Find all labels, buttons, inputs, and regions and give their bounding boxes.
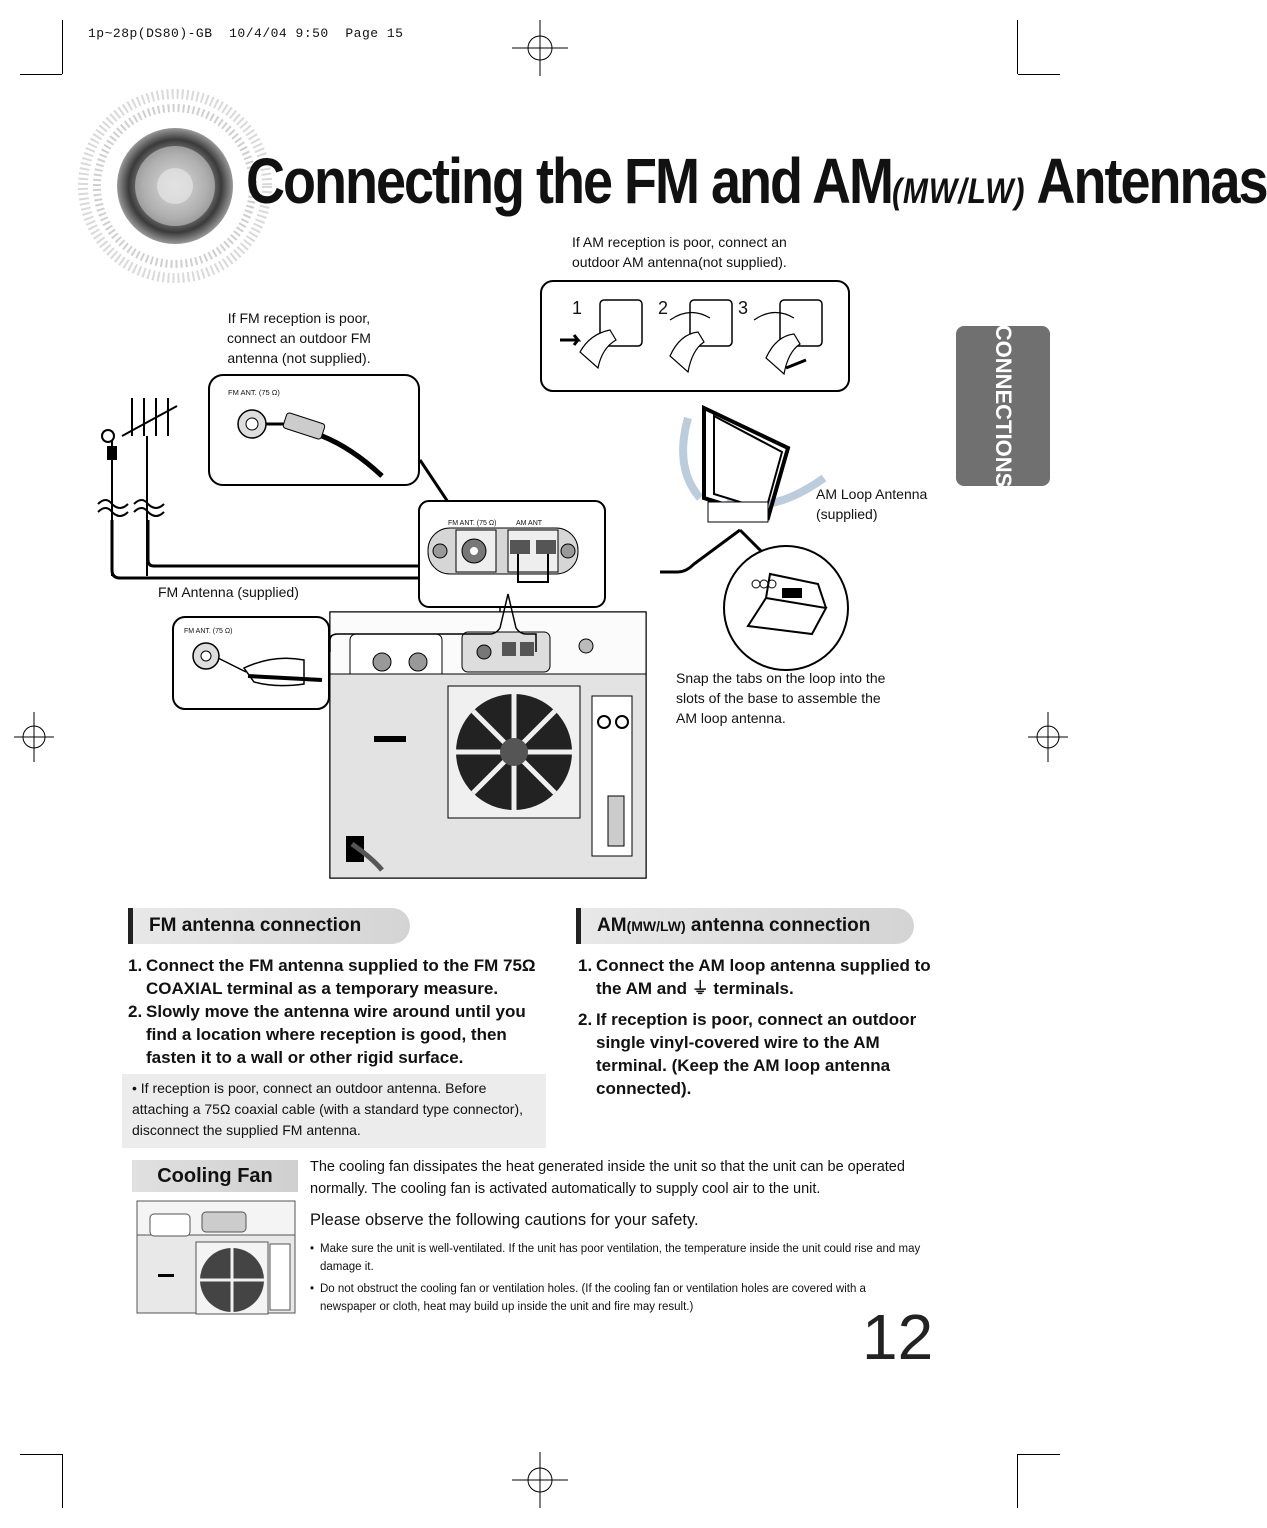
registration-mark-bottom [512,1452,568,1508]
registration-mark-left [14,712,54,762]
section-tab: CONNECTIONS [956,326,1050,486]
crop-mark [62,1454,63,1508]
crop-mark [1018,74,1060,75]
am-outdoor-note: If AM reception is poor, connect an outdoor AM antenna(not supplied). [572,234,787,270]
speaker-graphic [80,86,270,286]
fm-outdoor-note: If FM reception is poor, connect an outdoor FM antenna (not supplied). [227,310,371,366]
am-ant-terminal-label: AM ANT [516,520,543,527]
fm-antenna-supplied-label: FM Antenna (supplied) [158,584,299,600]
zoom-callout [320,590,540,660]
fm-ant-label: FM ANT. (75 Ω) [228,388,280,397]
cooling-fan-heading: Cooling Fan [132,1160,298,1192]
registration-mark-right [1028,712,1068,762]
fm-section-heading: FM antenna connection [128,908,410,944]
fm-step-1: 1. Connect the FM antenna supplied to the FM 75Ω COAXIAL terminal as a temporary measure. [128,956,536,998]
fm-step-2: 2. Slowly move the antenna wire around until you find a location where reception is good, then fasten it to a wall or other rigid surface. [128,1002,526,1067]
print-slug: 1p~28p(DS80)-GB 10/4/04 9:50 Page 15 [88,26,404,41]
crop-mark [20,1454,62,1455]
crop-mark [1018,1454,1060,1455]
am-loop-label: AM Loop Antenna (supplied) [816,486,928,522]
am-step-1: 1. Connect the AM loop antenna supplied to the AM and ⏚ terminals. [578,956,931,998]
step-number: 3 [738,298,749,318]
step-number: 1 [572,298,583,318]
registration-mark-top [512,20,568,76]
caution-bullet-2: • Do not obstruct the cooling fan or ventilation holes. (If the cooling fan or ventilation holes are covered with a newspaper or cloth, heat may build up inside the unit and fire may result.) [310,1283,866,1313]
crop-mark [1017,1454,1018,1508]
am-loop-antenna [668,398,838,538]
crop-mark [1017,20,1018,74]
cooling-fan-thumbnail [136,1200,296,1314]
step-number: 2 [658,298,669,318]
page-number: 12 [862,1301,934,1373]
am-section-heading: AM(MW/LW) antenna connection [576,908,914,944]
loop-assembly-inset [722,544,850,672]
fm-ant-small-label: FM ANT. (75 Ω) [184,628,233,635]
page-title: Connecting the FM and AM(MW/LW) Antennas [246,146,1267,217]
fm-ant-terminal-label: FM ANT. (75 Ω) [448,520,497,527]
cooling-fan-intro: The cooling fan dissipates the heat generated inside the unit so that the unit can be operated normally. The cooling fan is activated automatically to supply cool air to the unit. [310,1159,905,1197]
crop-mark [20,74,62,75]
caution-title: Please observe the following cautions for your safety. [310,1211,699,1229]
snap-tabs-note: Snap the tabs on the loop into the slots of the base to assemble the AM loop antenna. [676,670,886,726]
crop-mark [62,20,63,74]
caution-bullet-1: • Make sure the unit is well-ventilated. If the unit has poor ventilation, the temperature inside the unit could rise and may damage it. [310,1243,921,1273]
am-step-2: 2. If reception is poor, connect an outdoor single vinyl-covered wire to the AM terminal. (Keep the AM loop antenna connected). [578,1010,917,1098]
fm-note-box: • If reception is poor, connect an outdoor antenna. Before attaching a 75Ω coaxial cable (with a standard type connector), disconnect the supplied FM antenna. [122,1074,546,1148]
